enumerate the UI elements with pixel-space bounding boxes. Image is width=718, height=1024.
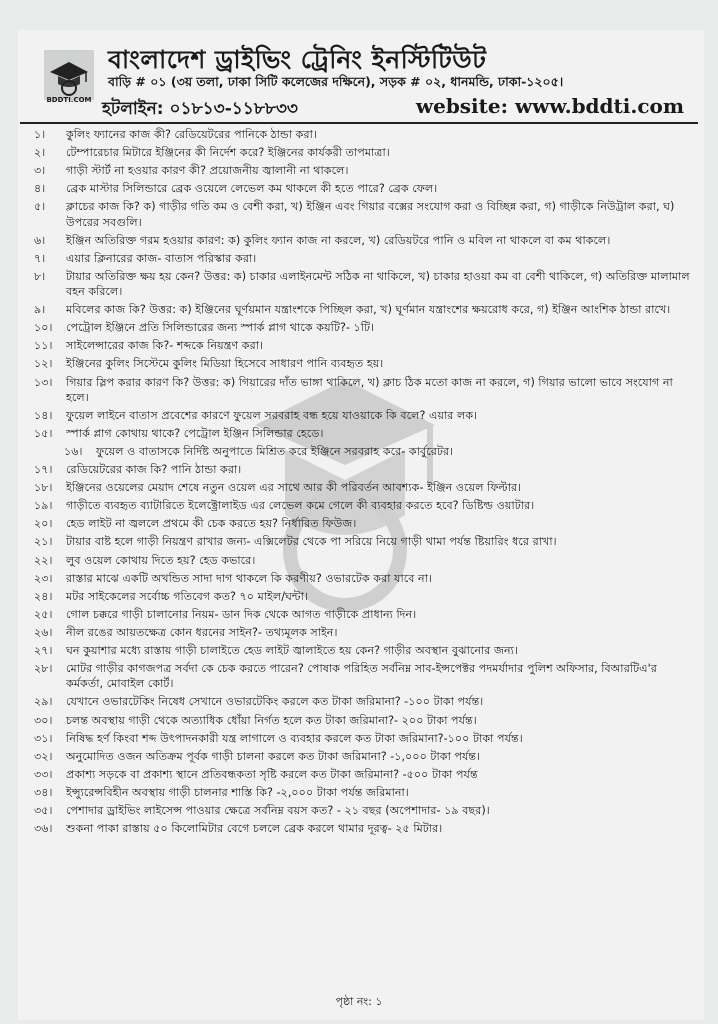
qa-item [34,821,694,836]
qa-item-text: টায়ার বাষ্ট হলে গাড়ী নিয়ন্ত্রণ রাখার জন্য- এক্সিলেটর থেকে পা সরিয়ে নিয়ে গাড়ী থামা পর্যন্ত ষ্টিয়ারিং ধরে রাখা। [66,535,557,549]
qa-item-text: যেখানে ওভারটেকিং নিষেধ সেখানে ওভারটেকিং করলে কত টাকা জরিমানা? -১০০ টাকা পর্যন্ত। [66,695,484,709]
qa-item-text: পেশাদার ড্রাইভিং লাইসেন্স পাওয়ার ক্ষেত্রে সর্বনিম্ন বয়স কত? - ২১ বছর (অপেশাদার- ১৯ বছর)। [66,804,490,817]
qa-item [34,462,694,477]
qa-item-text: টায়ার অতিরিক্ত ক্ষয় হয় কেন? উত্তর: ক) চাকার এলাইনমেন্ট সঠিক না থাকিলে, খ) চাকার হাওয়া কম বা বেশী থাকিলে, গ) অতিরিক্ত মালামাল বহন করিলে। [66,269,690,299]
qa-item-number: ২। [34,146,46,160]
qa-item-text: রেডিয়েটরের কাজ কি? পানি ঠান্ডা করা। [66,463,242,477]
qa-item [34,625,694,640]
qa-item-text: ইঞ্জিন অতিরিক্ত গরম হওয়ার কারণ: ক) কুলিং ফ্যান কাজ না করলে, খ) রেডিয়টরে পানি ও মবিল না থাকলে বা কম থাকলে। [66,233,611,247]
qa-item-number: ৭। [34,251,46,265]
contact-line [44,96,694,124]
qa-item [34,426,694,441]
qa-item-text: ফুয়েল লাইনে বাতাস প্রবেশের কারণে ফুয়েল সরবরাহ বন্ধ হয়ে যাওয়াকে কি বলে? এয়ার লক। [66,408,478,422]
hotline-number: হটলাইন: ০১৮১৩-১১৮৮৩৩ [102,99,298,119]
qa-item [34,516,694,531]
qa-item-number: ১৮। [34,481,53,495]
qa-item-number: ৩৪। [34,785,53,799]
qa-item-text: গিয়ার স্লিপ করার কারণ কি? উত্তর: ক) গিয়ারের দাঁত ভাঙ্গা থাকিলে, খ) ক্লাচ ঠিক মতো কাজ না করলে, গ) গিয়ার ভালো ভাবে সংযোগ না হলে। [66,375,673,404]
qa-item [34,199,694,229]
header-divider [20,122,698,124]
qa-item-number: ১১। [34,339,53,353]
qa-item-text: স্পার্ক প্লাগ কোথায় থাকে? পেট্রোল ইঞ্জিন সিলিন্ডার হেডে। [66,426,324,440]
qa-item [34,607,694,622]
website-link[interactable]: website: www.bddti.com [415,94,684,118]
qa-item-text: গোল চক্করে গাড়ী চালানোর নিয়ম- ডান দিক থেকে আগত গাড়ীকে প্রাধান্য দিন। [66,607,417,621]
qa-item-number: ৩। [34,164,46,178]
qa-item-text: ফুয়েল ও বাতাসকে নির্দিষ্ট অনুপাতে মিশ্রিত করে ইঞ্জিনে সরবরাহ করে- কার্বুরেটর। [96,445,454,459]
qa-item-number: ২২। [34,553,53,567]
qa-item-text: হেড লাইট না জ্বললে প্রথমে কী চেক করতে হয়? নির্ধারিত ফিউজ। [66,517,357,531]
qa-item-number: ২৯। [34,695,53,709]
qa-item-number: ১২। [34,357,53,371]
institute-address: বাড়ি # ০১ (৩য় তলা, ঢাকা সিটি কলেজের দক্ষিনে), সড়ক # ০২, ধানমন্ডি, ঢাকা-১২০৫। [108,74,564,89]
qa-item [34,251,694,266]
qa-item-text: ক্লাচের কাজ কি? ক) গাড়ীর গতি কম ও বেশী করা, খ) ইঞ্জিন এবং গিয়ার বক্সের সংযোগ করা ও বিচ্ছিন্ন করা, গ) গাড়ীকে নিউট্রাল করা, ঘ) উপরের সবগুলি। [66,200,675,229]
qa-item-text: ঘন কুয়াশার মধ্যে রাস্তায় গাড়ী চালাইতে হেড লাইট জ্বালাইতে হয় কেন? গাড়ীর অবস্থান বুঝানোর জন্য। [66,644,518,658]
qa-item [34,480,694,495]
qa-item-number: ১। [34,128,46,141]
qa-item-number: ৪। [34,182,46,196]
qa-item [34,661,694,691]
page-number: পৃষ্ঠা নং: ১ [335,995,383,1008]
qa-item-text: ব্রেক মাস্টার সিলিন্ডারে ব্রেক ওয়েলে লেভেল কম থাকলে কী হতে পারে? ব্রেক ফেল। [66,182,438,196]
qa-item-number: ১০। [34,321,53,335]
qa-item-number: ১৬। [64,445,83,459]
qa-item [34,163,694,178]
qa-item [34,375,694,405]
qa-item-number: ২৭। [34,644,53,658]
qa-item [34,408,694,423]
qa-item-text: ইন্স্যুরেন্সবিহীন অবস্থায় গাড়ী চালনার শাস্তি কি? -২,০০০ টাকা পর্যন্ত জরিমানা। [66,785,409,799]
qa-item-text: শুকনা পাকা রাস্তায় ৫০ কিলোমিটার বেগে চললে ব্রেক করলে থামার দূরত্ব- ২৫ মিটার। [66,822,443,836]
qa-item [34,302,694,317]
qa-item [34,803,694,818]
qa-item-number: ২০। [34,517,53,531]
qa-item-text: এয়ার ক্লিনারের কাজ- বাতাস পরিস্কার করা। [66,251,257,265]
qa-item [34,589,694,604]
qa-item [34,127,694,142]
qa-item-text: মোটর গাড়ীর কাগজপত্র সর্বদা কে চেক করতে পারেন? পোষাক পরিহিত সর্বনিম্ন সাব-ইন্সপেক্টর পদমর্যাদার পুলিশ অফিসার, বিআরটিএ'র কর্মকর্তা, মোবাইল কোর্ট। [66,662,657,691]
qa-item [34,534,694,549]
qa-item-text: পেট্রোল ইঞ্জিনে প্রতি সিলিন্ডারের জন্য স্পার্ক প্লাগ থাকে কয়টি?- ১টি। [66,321,375,335]
qa-item-number: ১৫। [34,426,53,440]
qa-item [34,767,694,782]
qa-item-text: সাইলেন্সারের কাজ কি?- শব্দকে নিয়ন্ত্রণ করা। [66,339,264,353]
logo-text: BDDTI.COM [46,96,92,104]
qa-item-number: ২১। [34,535,53,549]
qa-item-number: ৫। [34,200,46,214]
qa-item [34,571,694,586]
qa-item-number: ১৩। [34,375,53,389]
qa-item-number: ১৭। [34,463,53,477]
institute-logo [44,50,94,100]
qa-item [34,731,694,746]
qa-item-number: ২৬। [34,625,53,639]
qa-item-number: ৩২। [34,749,53,763]
qa-item-text: অনুমোদিত ওজন অতিক্রম পূর্বক গাড়ী চালনা করলে কত টাকা জরিমানা? -১,০০০ টাকা পর্যন্ত। [66,749,481,763]
qa-item-text: ইঞ্জিনের কুলিং সিস্টেমে কুলিং মিডিয়া হিসেবে সাধারণ পানি ব্যবহৃত হয়। [66,357,384,371]
qa-item [34,444,694,459]
qa-item-text: গাড়ী স্টার্ট না হওয়ার কারণ কী? প্রয়োজনীয় জ্বালানী না থাকলে। [66,164,349,178]
qa-item-number: ২৪। [34,589,53,603]
qa-item-text: গাড়ীতে ব্যবহৃত ব্যাটারিতে ইলেক্ট্রোলাইড এর লেভেল কমে গেলে কী ব্যবহার করতে হবে? ডিষ্টিল্ড ওয়াটার। [66,499,535,513]
qa-item [34,749,694,764]
qa-item-text: কুলিং ফ্যানের কাজ কী? রেডিয়েটরের পানিকে ঠান্ডা করা। [66,128,317,141]
qa-item [34,181,694,196]
qa-item [34,553,694,568]
qa-item-number: ২৩। [34,571,53,585]
qa-item [34,785,694,800]
qa-item [34,694,694,709]
qa-item-number: ২৮। [34,662,53,676]
qa-item [34,233,694,248]
qa-item-text: চলন্ত অবস্থায় গাড়ী থেকে অত্যাধিক ধোঁয়া নির্গত হলে কত টাকা জরিমানা?- ২০০ টাকা পর্যন্ত। [66,713,477,727]
qa-item-number: ২৫। [34,607,53,621]
qa-item-text: মটর সাইকেলের সর্বোচ্চ গতিবেগ কত? ৭০ মাইল/ঘন্টা। [66,589,308,603]
qa-item-text: নিষিদ্ধ হর্ণ কিংবা শব্দ উৎপাদনকারী যন্ত্র লাগালে ও ব্যবহার করলে কত টাকা জরিমানা?-১০০ টাকা পর্যন্ত। [66,731,523,745]
qa-item-number: ৩৫। [34,804,53,817]
qa-list [34,127,694,839]
qa-item-number: ৯। [34,303,46,317]
qa-item [34,269,694,299]
qa-item [34,713,694,728]
qa-item-number: ১৪। [34,408,53,422]
qa-item-number: ৩১। [34,731,53,745]
qa-item-text: টেম্পারেচার মিটারে ইঞ্জিনের কী নির্দেশ করে? ইঞ্জিনের কার্যকরী তাপমাত্রা। [66,146,390,160]
qa-item-text: ইঞ্জিনের ওয়েলের মেয়াদ শেষে নতুন ওয়েল এর সাথে আর কী পরিবর্তন আবশ্যক- ইঞ্জিন ওয়েল ফিল্টার। [66,481,522,495]
qa-item [34,498,694,513]
qa-item-number: ৮। [34,269,46,283]
qa-item-text: নীল রঙের আয়তক্ষেত্র কোন ধরনের সাইন?- তথ্যমূলক সাইন। [66,625,338,639]
institute-title: বাংলাদেশ ড্রাইভিং ট্রেনিং ইনস্টিটিউট [108,45,487,74]
qa-item-number: ৩৩। [34,767,53,781]
qa-item-text: প্রকাশ্য সড়কে বা প্রকাশ্য স্থানে প্রতিবন্ধকতা সৃষ্টি করলে কত টাকা জরিমানা? -৫০০ টাকা পর্যন্ত [66,767,478,781]
qa-item-text: মবিলের কাজ কি? উত্তর: ক) ইঞ্জিনের ঘূর্ণয়মান যন্ত্রাংশকে পিচ্ছিল করা, খ) ঘূর্ণমান যন্ত্রাংশের ক্ষয়রোধ করে, গ) ইঞ্জিন আংশিক ঠান্ডা রাখে। [66,303,671,317]
qa-item [34,320,694,335]
qa-item [34,338,694,353]
qa-item-text: রাস্তার মাঝে একটি অখন্ডিত সাদা দাগ থাকলে কি করণীয়? ওভারটেক করা যাবে না। [66,571,432,585]
qa-item [34,145,694,160]
qa-item [34,356,694,371]
qa-item-number: ১৯। [34,499,53,513]
qa-item [34,643,694,658]
qa-item-number: ৩৬। [34,822,53,836]
qa-item-number: ৩০। [34,713,53,727]
qa-item-number: ৬। [34,233,46,247]
qa-item-text: লুব ওয়েল কোথায় দিতে হয়? হেড কভারে। [66,553,256,567]
